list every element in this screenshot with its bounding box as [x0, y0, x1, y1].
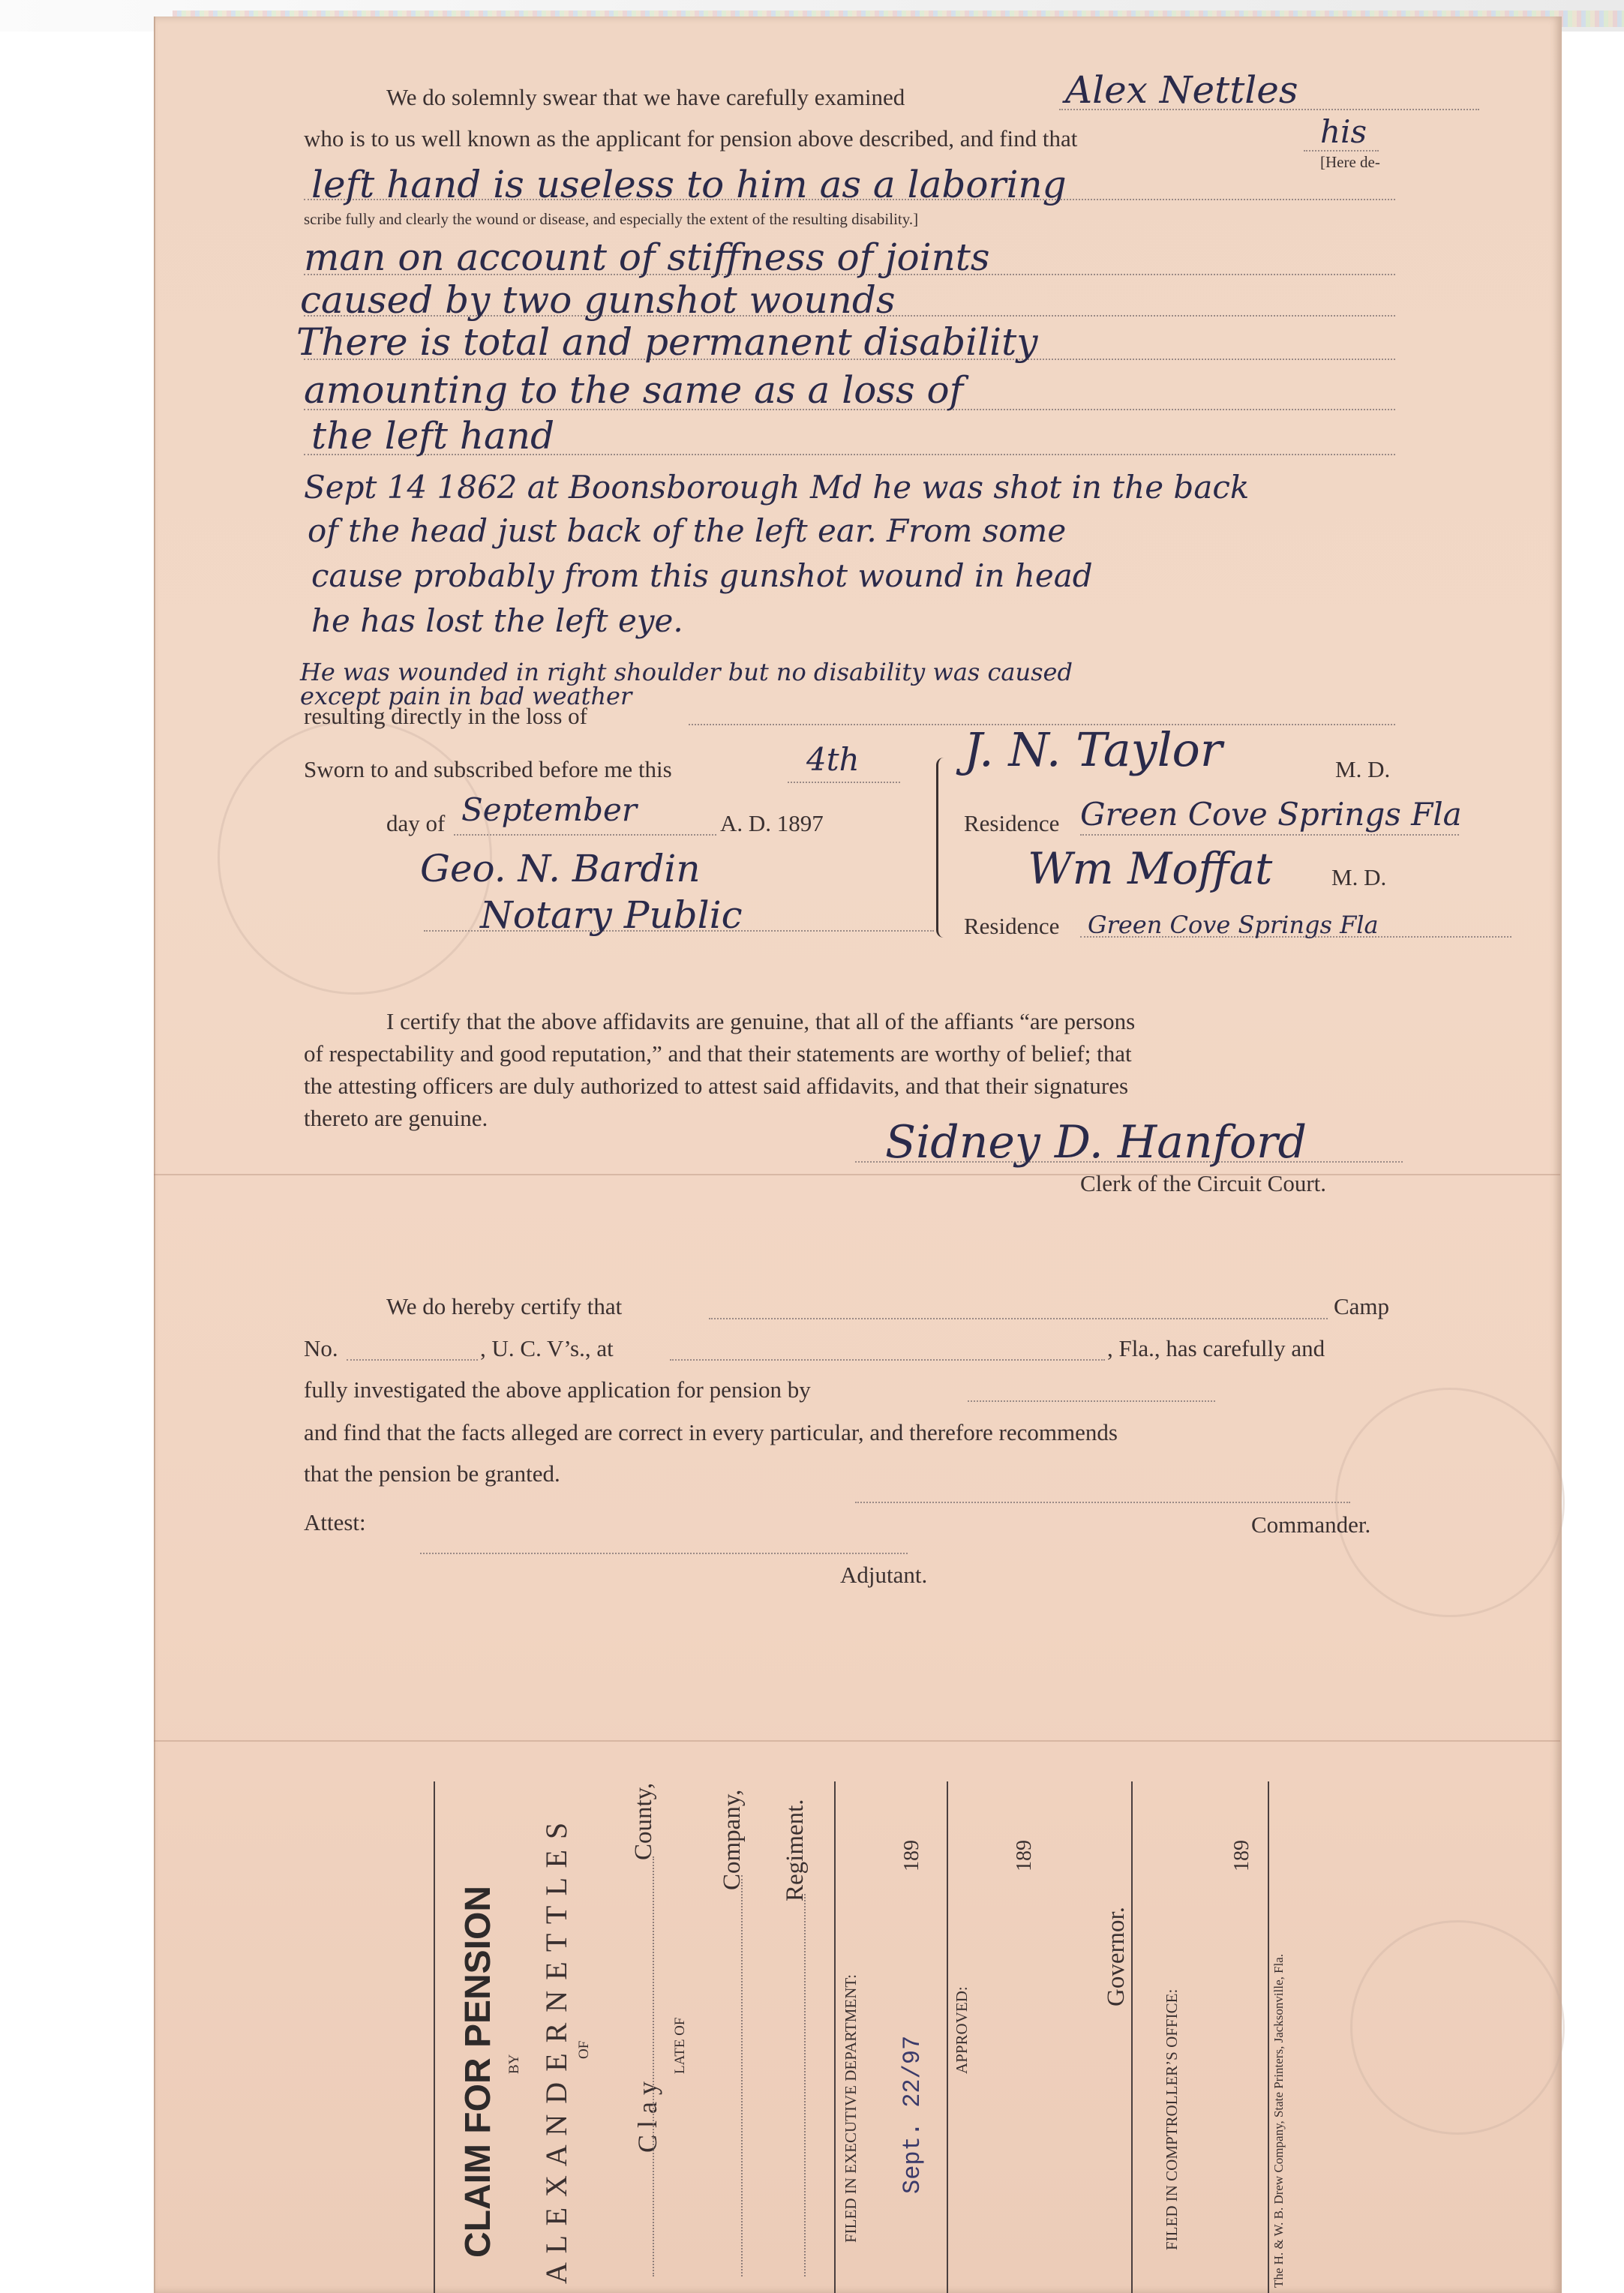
clerk-cert-line: the attesting officers are duly authorized to attest said affidavits, and that their signatures	[304, 1073, 1129, 1099]
condition-text: He was wounded in right shoulder but no disability was caused	[300, 658, 1073, 686]
applicant-name: Alex Nettles	[1065, 68, 1298, 112]
docket-year: 189	[1230, 1840, 1253, 1871]
here-describe-note: scribe fully and clearly the wound or disease, and especially the extent of the resulting disability.]	[304, 210, 919, 228]
condition-text: Sept 14 1862 at Boonsborough Md he was shot in the back	[304, 469, 1250, 506]
embossed-seal-icon	[1335, 1388, 1565, 1617]
commander-label: Commander.	[1251, 1511, 1371, 1538]
camp-number-line	[347, 1359, 478, 1361]
docket-rule	[947, 1781, 948, 2293]
day-of-label: day of	[386, 810, 446, 836]
pronoun: his	[1320, 113, 1367, 150]
clerk-title: Clerk of the Circuit Court.	[1080, 1170, 1327, 1196]
no-label: No.	[304, 1335, 338, 1361]
day-line	[788, 782, 900, 783]
attest-label: Attest:	[304, 1509, 366, 1535]
residence-label: Residence	[964, 913, 1060, 939]
ucv-label: , U. C. V’s., at	[480, 1335, 614, 1361]
month-line	[454, 834, 716, 836]
docket-filed-exec-label: FILED IN EXECUTIVE DEPARTMENT:	[842, 1974, 860, 2243]
docket-filed-exec-date: Sept. 22/97	[899, 2035, 926, 2194]
condition-text: There is total and permanent disability	[296, 320, 1038, 364]
docket-year: 189	[900, 1840, 923, 1871]
camp-cert-line3: fully investigated the above application for pension by	[304, 1376, 811, 1403]
docket-rule	[434, 1781, 435, 2293]
docket-late-of-label: LATE OF	[672, 2017, 688, 2074]
sworn-day: 4th	[806, 741, 860, 778]
docket-of-label: OF	[576, 2040, 592, 2059]
scan-margin	[0, 32, 154, 2293]
sworn-label: Sworn to and subscribed before me this	[304, 756, 672, 782]
docket-printer: The H. & W. B. Drew Company, State Printers, Jacksonville, Fla.	[1271, 1953, 1286, 2288]
oath-intro: We do solemnly swear that we have carefully examined	[386, 84, 905, 110]
docket-rule	[1131, 1781, 1133, 2293]
fold-line	[154, 1740, 1560, 1742]
docket-company-label: Company,	[719, 1789, 746, 1890]
resulting-label: resulting directly in the loss of	[304, 703, 587, 729]
residence-label: Residence	[964, 810, 1060, 836]
clerk-signature: Sidney D. Hanford	[885, 1116, 1307, 1169]
docket-county: C l a y	[632, 2081, 662, 2153]
docket-title: CLAIM FOR PENSION	[458, 1885, 498, 2258]
condition-text: caused by two gunshot wounds	[300, 278, 896, 322]
clerk-cert-line: thereto are genuine.	[304, 1105, 488, 1131]
docket-regiment-label: Regiment.	[782, 1799, 809, 1901]
camp-cert-line4: and find that the facts alleged are correct in every particular, and therefore recommends	[304, 1419, 1118, 1445]
condition-text: man on account of stiffness of joints	[304, 236, 990, 279]
fold-line	[154, 1174, 1560, 1175]
adjutant-line	[420, 1553, 908, 1554]
year-label: A. D. 1897	[720, 810, 824, 836]
camp-location-line	[670, 1359, 1105, 1361]
condition-text: the left hand	[311, 414, 555, 458]
docket-filed-comp-label: FILED IN COMPTROLLER’S OFFICE:	[1163, 1988, 1181, 2250]
applicant-line: who is to us well known as the applicant for pension above described, and find that	[304, 125, 1078, 152]
notary-title: Notary Public	[480, 893, 743, 937]
docket-governor-label: Governor.	[1103, 1907, 1130, 2006]
condition-text: cause probably from this gunshot wound in head	[311, 557, 1093, 594]
commander-line	[855, 1502, 1350, 1503]
residence1: Green Cove Springs Fla	[1080, 796, 1462, 833]
condition-text: left hand is useless to him as a laboring	[311, 163, 1067, 206]
here-describe-note: [Here de-	[1320, 153, 1380, 171]
docket-rule	[834, 1781, 836, 2293]
md-label: M. D.	[1335, 756, 1391, 782]
sworn-month: September	[461, 791, 637, 828]
docket-by-label: BY	[506, 2054, 522, 2074]
embossed-seal-icon	[1350, 1920, 1565, 2135]
company-line	[741, 1875, 743, 2276]
condition-text: except pain in bad weather	[300, 682, 632, 710]
camp-line	[709, 1318, 1328, 1319]
physician2-signature: Wm Moffat	[1028, 843, 1273, 894]
notary-signature: Geo. N. Bardin	[420, 847, 701, 890]
county-line	[653, 1856, 654, 2276]
regiment-line	[804, 1894, 806, 2276]
condition-text: amounting to the same as a loss of	[304, 368, 964, 412]
condition-text: of the head just back of the left ear. From some	[308, 512, 1067, 549]
adjutant-label: Adjutant.	[840, 1562, 928, 1588]
investigator-line	[968, 1400, 1215, 1402]
docket-rule	[1268, 1781, 1269, 2293]
docket-claimant: A L E X A N D E R N E T T L E S	[539, 1820, 573, 2284]
md-label: M. D.	[1331, 864, 1387, 890]
docket-year: 189	[1013, 1840, 1036, 1871]
camp-label: Camp	[1334, 1293, 1390, 1319]
signature-brace	[936, 758, 949, 938]
condition-text: he has lost the left eye.	[311, 602, 683, 639]
camp-cert-line5: that the pension be granted.	[304, 1460, 560, 1487]
clerk-cert-line: of respectability and good reputation,” and that their statements are worthy of belief; that	[304, 1040, 1132, 1067]
docket-approved-label: APPROVED:	[953, 1986, 971, 2074]
residence2: Green Cove Springs Fla	[1088, 911, 1379, 939]
docket-county-label: County,	[630, 1782, 657, 1860]
physician1-signature: J. N. Taylor	[964, 722, 1223, 777]
camp-cert-line1: We do hereby certify that	[386, 1293, 623, 1319]
fla-label: , Fla., has carefully and	[1107, 1335, 1325, 1361]
clerk-cert-line: I certify that the above affidavits are genuine, that all of the affiants “are persons	[386, 1008, 1136, 1034]
